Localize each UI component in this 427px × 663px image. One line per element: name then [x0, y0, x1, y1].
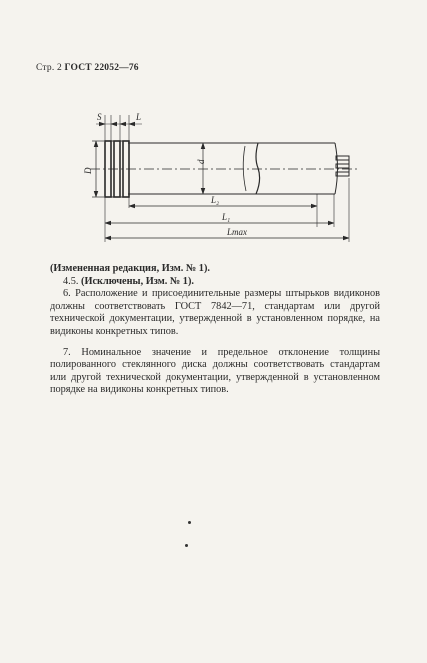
dim-label-L2: L₂ [211, 195, 220, 205]
dim-label-Lmax: Lmax [227, 227, 247, 237]
clause-4-5 [50, 276, 380, 289]
dim-label-D: D [83, 167, 93, 174]
clause-7: 7. Номинальное значение и предельное отклонение толщины полированного стеклянного диска должны соответствовать стандартам или другой технической документации, утвержденной в установленном порядке на видиконы конкретных типов. [50, 346, 380, 396]
body-text [50, 263, 380, 397]
standard-number: ГОСТ 22052—76 [64, 63, 139, 73]
dim-label-s: S [97, 112, 102, 122]
dim-label-L1: L₁ [222, 212, 231, 222]
ink-dot [188, 521, 191, 524]
page-number: Стр. 2 [36, 63, 62, 73]
ink-dot [185, 544, 188, 547]
clause-4-5-number: 4.5. [63, 275, 79, 287]
dim-label-l: L [136, 112, 142, 122]
clause-6: 6. Расположение и присоединительные размеры штырьков видиконов должны соответствовать ГОСТ 7842—71, стандартам или другой технической документации, утвержденной в установленном порядке, на видиконы конкретных типов. [50, 288, 380, 337]
clause-4-5-text: (Исключены, Изм. № 1). [81, 275, 194, 287]
dim-label-d: d [196, 159, 206, 164]
vidicon-dimension-drawing [0, 0, 427, 263]
amendment-note: (Измененная редакция, Изм. № 1). [50, 263, 210, 274]
